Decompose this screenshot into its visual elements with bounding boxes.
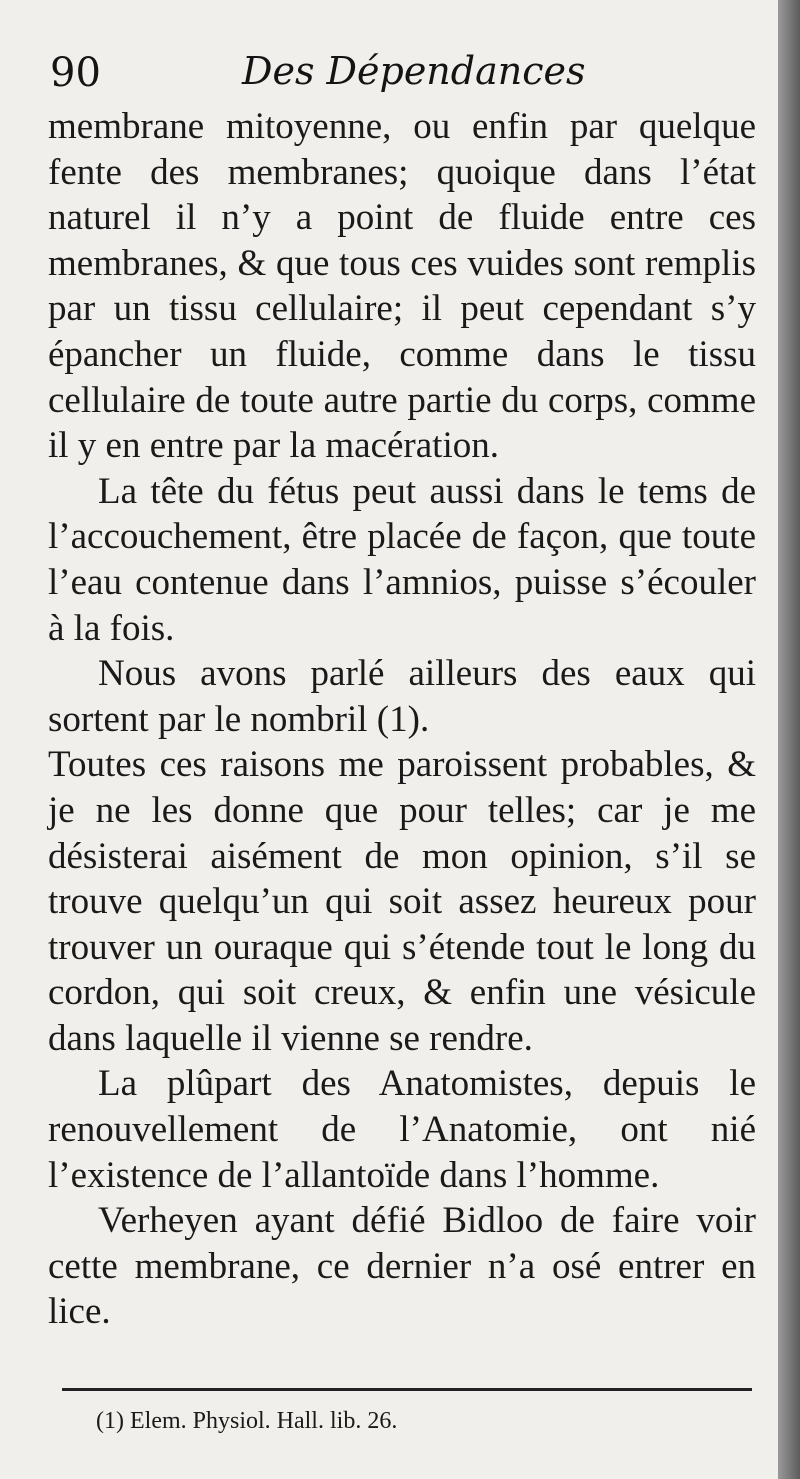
paragraph: Nous avons parlé ailleurs des eaux qui sortent par le nombril (1). (48, 653, 756, 740)
paragraph: Verheyen ayant défié Bidloo de faire voir cette membrane, ce dernier n’a osé entrer en lice. (48, 1200, 756, 1333)
body-text (48, 104, 756, 1335)
running-head (50, 42, 750, 98)
footnote: (1) Elem. Physiol. Hall. lib. 26. (96, 1408, 398, 1434)
page-number: 90 (50, 50, 101, 96)
paragraph: La plûpart des Anatomistes, depuis le renouvellement de l’Anatomie, ont nié l’existence de l’allantoïde dans l’homme. (48, 1063, 756, 1196)
running-head-title: Des Dépendances (242, 49, 586, 93)
page-edge-shadow (778, 0, 800, 1479)
paragraph: La tête du fétus peut aussi dans le tems de l’accouchement, être placée de façon, que toute l’eau contenue dans l’amnios, puisse s’écouler à la fois. (48, 470, 756, 649)
footnote-rule (62, 1388, 752, 1391)
paragraph: Toutes ces raisons me paroissent probables, & je ne les donne que pour telles; car je me désisterai aisément de mon opinion, s’il se trouve quelqu’un qui soit assez heureux pour trouver un ouraque qui s’étende tout le long du cordon, qui soit creux, & enfin une vésicule dans laquelle il vienne se rendre. (48, 744, 756, 1059)
paragraph-continuation: membrane mitoyenne, ou enfin par quelque fente des membranes; quoique dans l’état naturel il n’y a point de fluide entre ces membranes, & que tous ces vuides sont remplis par un tissu cellulaire; il peut cependant s’y épancher un fluide, comme dans le tissu cellulaire de toute autre partie du corps, comme il y en entre par la macération. (48, 106, 756, 467)
